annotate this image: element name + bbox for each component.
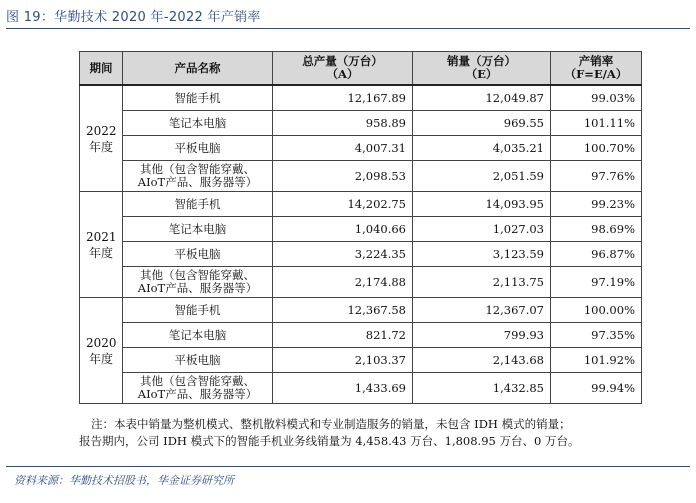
year-suffix: 年度 [88,245,113,260]
figure-title: 图 19：华勤技术 2020 年-2022 年产销率 [6,10,261,25]
product-cell: 笔记本电脑 [123,111,273,136]
table-row [80,348,642,373]
product-cell: 智能手机 [123,85,273,111]
year-cell-2022 [80,85,123,192]
header-ratio-label: 产销率 [578,54,614,68]
sales-cell: 2,143.68 [413,348,551,373]
production-cell: 2,103.37 [273,348,413,373]
year-label: 2022 [86,123,117,138]
note-line-1: 注：本表中销量为整机模式、整机散料模式和专业制造服务的销量，未包含 IDH 模式的销量； [91,417,571,431]
production-cell: 4,007.31 [273,136,413,161]
header-sales-sub: （E） [465,67,498,81]
ratio-cell: 97.76% [551,161,642,192]
production-cell: 1,433.69 [273,373,413,404]
table-row [80,85,642,111]
ratio-cell: 100.70% [551,136,642,161]
product-cell: 平板电脑 [123,136,273,161]
product-cell: 平板电脑 [123,348,273,373]
header-product: 产品名称 [123,52,273,86]
production-cell: 958.89 [273,111,413,136]
table-row [80,373,642,404]
table-row [80,111,642,136]
sales-cell: 969.55 [413,111,551,136]
product-cell: 智能手机 [123,192,273,217]
sales-cell: 2,113.75 [413,267,551,298]
sales-cell: 12,049.87 [413,85,551,111]
ratio-cell: 99.94% [551,373,642,404]
production-cell: 1,040.66 [273,217,413,242]
year-label: 2021 [86,229,117,244]
year-label: 2020 [86,335,117,350]
product-line-2: AIoT产品、服务器等） [137,281,258,295]
sales-cell: 2,051.59 [413,161,551,192]
sales-cell: 12,367.07 [413,298,551,323]
product-line-2: AIoT产品、服务器等） [137,387,258,401]
source-note: 资料来源：华勤技术招股书，华金证券研究所 [14,474,234,487]
year-cell-2021 [80,192,123,298]
ratio-cell: 96.87% [551,242,642,267]
product-cell: 平板电脑 [123,242,273,267]
ratio-cell: 101.92% [551,348,642,373]
sales-cell: 4,035.21 [413,136,551,161]
table-row [80,323,642,348]
note-line-2: 报告期内，公司 IDH 模式下的智能手机业务线销量为 4,458.43 万台、1,808.95 万台、0 万台。 [79,434,580,448]
header-sales [413,52,551,86]
product-line-1: 其他（包含智能穿戴、 [140,374,255,388]
header-production [273,52,413,86]
table-row [80,298,642,323]
table-header-row [80,52,642,86]
ratio-cell: 97.19% [551,267,642,298]
production-cell: 12,367.58 [273,298,413,323]
table-body [80,85,642,404]
production-sales-table [79,51,642,404]
product-line-1: 其他（包含智能穿戴、 [140,162,255,176]
year-suffix: 年度 [88,139,113,154]
production-cell: 2,174.88 [273,267,413,298]
product-cell: 笔记本电脑 [123,217,273,242]
sales-cell: 1,027.03 [413,217,551,242]
ratio-cell: 98.69% [551,217,642,242]
header-production-sub: （A） [326,67,359,81]
table-row [80,192,642,217]
table-row [80,267,642,298]
product-cell [123,267,273,298]
sales-cell: 799.93 [413,323,551,348]
ratio-cell: 100.00% [551,298,642,323]
year-suffix: 年度 [88,351,113,366]
ratio-cell: 97.35% [551,323,642,348]
sales-cell: 1,432.85 [413,373,551,404]
header-sales-label: 销量（万台） [447,54,516,68]
header-ratio [551,52,642,86]
source-divider [6,466,690,467]
product-cell: 笔记本电脑 [123,323,273,348]
product-line-1: 其他（包含智能穿戴、 [140,268,255,282]
table-note [79,416,645,450]
sales-cell: 3,123.59 [413,242,551,267]
table-row [80,217,642,242]
product-cell [123,161,273,192]
header-ratio-sub: （F=E/A） [564,67,628,81]
sales-cell: 14,093.95 [413,192,551,217]
table-row [80,242,642,267]
table-row [80,136,642,161]
header-production-label: 总产量（万台） [302,54,383,68]
ratio-cell: 101.11% [551,111,642,136]
production-cell: 12,167.89 [273,85,413,111]
production-cell: 14,202.75 [273,192,413,217]
production-cell: 821.72 [273,323,413,348]
header-period: 期间 [80,52,123,86]
production-cell: 3,224.35 [273,242,413,267]
table-row [80,161,642,192]
production-cell: 2,098.53 [273,161,413,192]
product-cell: 智能手机 [123,298,273,323]
ratio-cell: 99.23% [551,192,642,217]
ratio-cell: 99.03% [551,85,642,111]
product-line-2: AIoT产品、服务器等） [137,175,258,189]
year-cell-2020 [80,298,123,404]
title-divider [6,28,690,29]
product-cell [123,373,273,404]
